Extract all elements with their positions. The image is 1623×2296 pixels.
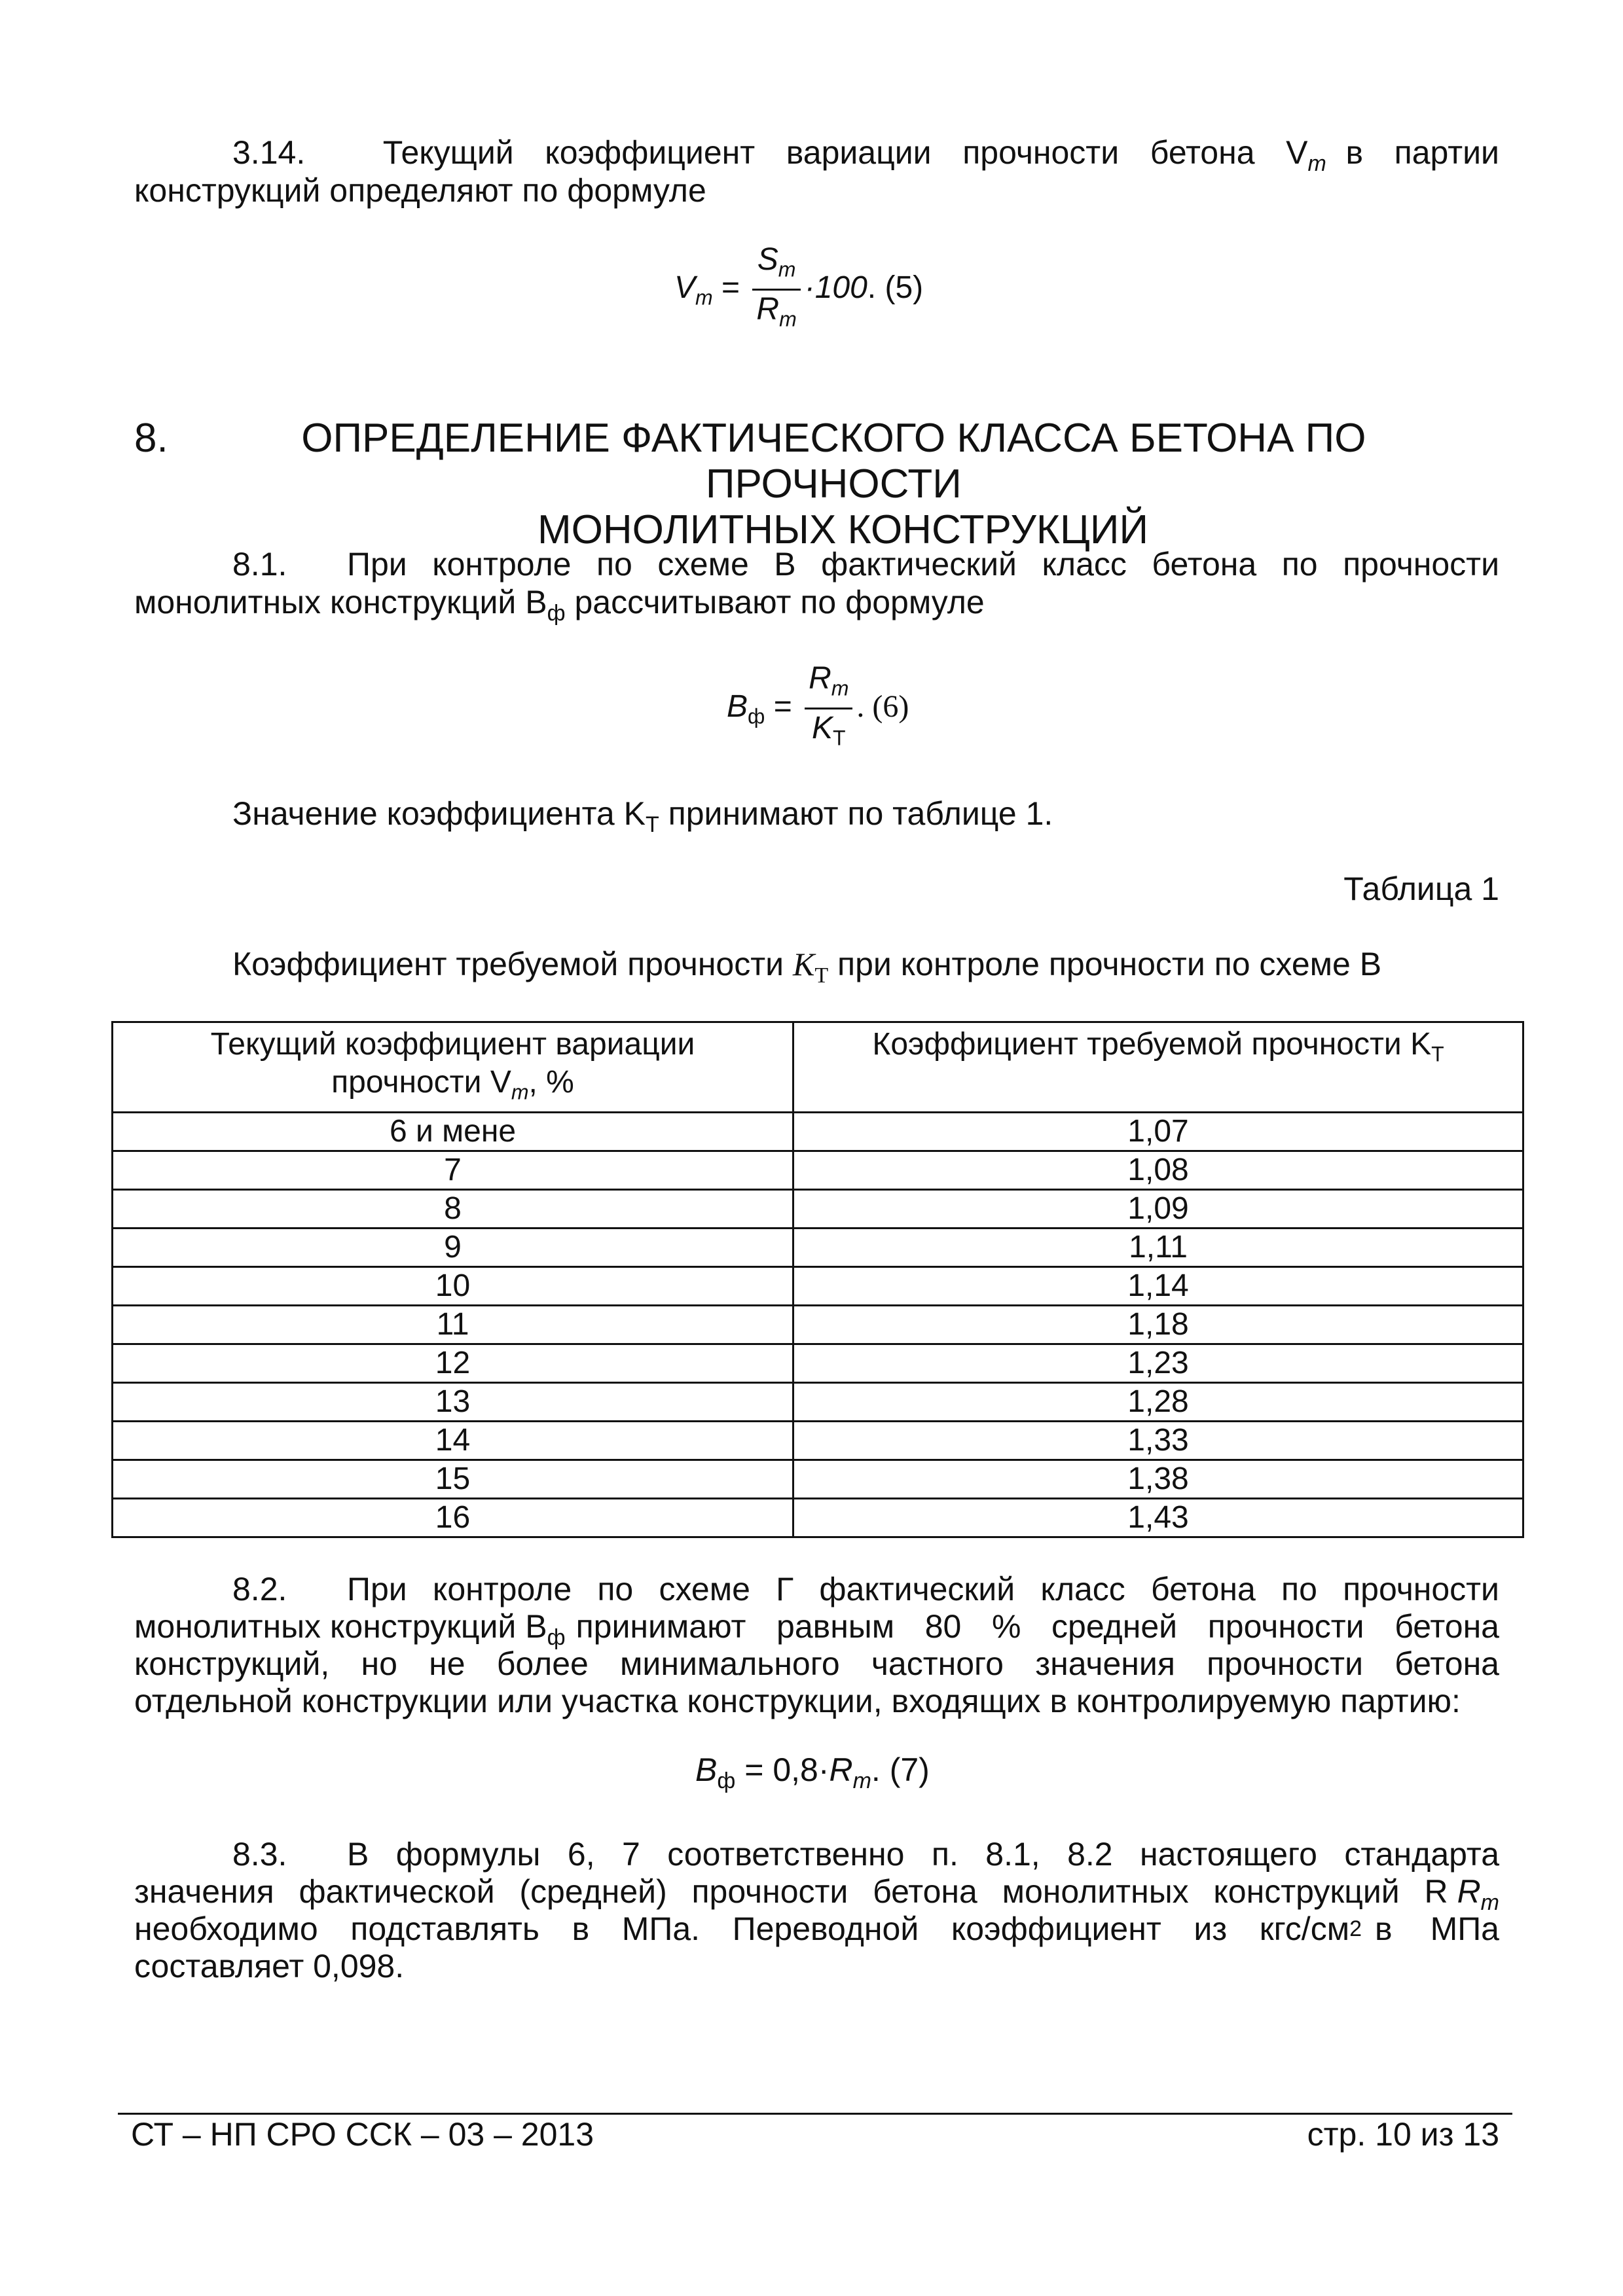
formula-7 <box>695 1751 930 1794</box>
para-number: 8.3. <box>232 1836 287 1873</box>
cell-variation: 9 <box>113 1228 793 1266</box>
formula-sub: ф <box>748 704 765 728</box>
para-number: 3.14. <box>232 134 306 171</box>
numerator-sub: m <box>831 676 849 700</box>
para-text: При контроле по схеме Г фактический класс бетона по прочности <box>347 1571 1499 1607</box>
table-row <box>113 1421 1523 1460</box>
para-8-2-line3: конструкций, но не более минимального частного значения прочности бетона <box>134 1645 1499 1682</box>
para-text: необходимо подставлять в МПа. Переводной коэффициент из кгс/см <box>134 1910 1350 1947</box>
para-8-1-line2 <box>134 584 1499 632</box>
cell-variation: 8 <box>113 1189 793 1228</box>
sub-m: m <box>1480 1890 1499 1915</box>
table-row <box>113 1112 1523 1151</box>
cell-variation: 10 <box>113 1266 793 1305</box>
sub-f: ф <box>547 1625 566 1650</box>
para-number: 8.1. <box>232 546 287 583</box>
header-cell-variation <box>113 1022 793 1113</box>
formula-label: . (7) <box>871 1751 930 1788</box>
section-heading <box>134 416 1499 553</box>
cell-variation: 14 <box>113 1421 793 1460</box>
sub-m: m <box>1307 151 1326 176</box>
denominator-sub: m <box>779 307 797 331</box>
header-text: Коэффициент требуемой прочности K <box>872 1027 1432 1062</box>
para-text: При контроле по схеме В фактический класс бетона по прочности <box>347 546 1499 583</box>
formula-sub: ф <box>717 1768 736 1793</box>
footer-page-number: стр. 10 из 13 <box>1307 2116 1499 2153</box>
table-row <box>113 1151 1523 1189</box>
numerator-sub: m <box>778 257 796 281</box>
kt-note <box>232 795 1053 844</box>
heading-text1: ОПРЕДЕЛЕНИЕ ФАКТИЧЕСКОГО КЛАССА БЕТОНА ПО ПРОЧНОСТИ <box>301 416 1366 507</box>
table-row <box>113 1344 1523 1382</box>
para-text: монолитных конструкций B <box>134 584 547 620</box>
table-label: Таблица 1 <box>1343 870 1499 907</box>
table-row <box>113 1228 1523 1266</box>
header-line1: Текущий коэффициент вариации <box>210 1027 695 1062</box>
para-8-3-line1 <box>134 1836 1499 1873</box>
para-8-2-line4: отдельной конструкции или участка конструкции, входящих в контролируемую партию: <box>134 1683 1461 1719</box>
para-8-3-line4: составляет 0,098. <box>134 1948 405 1984</box>
note-text-end: принимают по таблице 1. <box>659 795 1053 832</box>
caption-k: K <box>792 946 815 982</box>
para-text-end: рассчитывают по формуле <box>565 584 985 620</box>
table-header-row <box>113 1022 1523 1113</box>
heading-line1 <box>134 416 1499 507</box>
para-3-14-line2 <box>134 172 1499 209</box>
para-text-end: принимают равным 80 % средней прочности бетона <box>575 1608 1499 1645</box>
cell-variation: 6 и мене <box>113 1112 793 1151</box>
cell-coefficient: 1,09 <box>793 1189 1523 1228</box>
cell-coefficient: 1,08 <box>793 1151 1523 1189</box>
heading-number: 8. <box>134 416 168 461</box>
cell-coefficient: 1,14 <box>793 1266 1523 1305</box>
header-line2 <box>113 1064 792 1111</box>
cell-variation: 12 <box>113 1344 793 1382</box>
formula-r-sub: m <box>852 1768 871 1793</box>
para-8-1-line1 <box>134 546 1499 583</box>
caption-text: Коэффициент требуемой прочности <box>232 946 793 982</box>
header-text: прочности V <box>331 1065 511 1100</box>
para-symbol: $R_m$ <box>1457 1873 1499 1915</box>
cell-variation: 16 <box>113 1498 793 1537</box>
cell-coefficient: 1,28 <box>793 1382 1523 1421</box>
denominator-sub: Т <box>832 726 846 750</box>
caption-sub: Т <box>814 963 829 988</box>
cell-coefficient: 1,33 <box>793 1421 1523 1460</box>
formula-6 <box>727 661 909 755</box>
table-row <box>113 1382 1523 1421</box>
table-row <box>113 1266 1523 1305</box>
numerator: R <box>809 661 831 696</box>
cell-variation: 13 <box>113 1382 793 1421</box>
sub-f: ф <box>547 601 566 626</box>
table-row <box>113 1189 1523 1228</box>
cell-variation: 7 <box>113 1151 793 1189</box>
cell-coefficient: 1,23 <box>793 1344 1523 1382</box>
para-text-end: в партии <box>1345 134 1499 171</box>
formula-r: R <box>829 1751 853 1788</box>
note-text: Значение коэффициента K <box>232 795 646 832</box>
table-row <box>113 1460 1523 1498</box>
coefficient-table <box>111 1021 1524 1538</box>
formula-mid: = 0,8· <box>735 1751 830 1788</box>
cell-coefficient: 1,18 <box>793 1305 1523 1344</box>
formula-symbol: B <box>695 1751 718 1788</box>
para-text: Текущий коэффициент вариации прочности бетона V <box>382 134 1308 171</box>
cell-coefficient: 1,43 <box>793 1498 1523 1537</box>
superscript: 2 <box>1349 1916 1362 1941</box>
formula-5 <box>674 242 923 336</box>
formula-eq: = <box>721 270 740 305</box>
header-sub: Т <box>1431 1042 1444 1066</box>
cell-coefficient: 1,07 <box>793 1112 1523 1151</box>
formula-label: . (6) <box>856 689 909 724</box>
para-number: 8.2. <box>232 1571 287 1607</box>
formula-tail: ·100 <box>804 270 867 305</box>
formula-label: . (5) <box>867 270 924 305</box>
header-text-end: , % <box>528 1065 574 1100</box>
header-cell-coefficient <box>793 1022 1523 1113</box>
numerator: S <box>757 242 778 277</box>
denominator: R <box>756 291 780 327</box>
para-text: конструкций определяют по формуле <box>134 172 706 209</box>
para-8-3-line3 <box>134 1910 1499 1948</box>
footer-document-code: СТ – НП СРО ССК – 03 – 2013 <box>131 2116 594 2153</box>
denominator: K <box>811 710 833 745</box>
footer-divider <box>118 2113 1512 2115</box>
cell-variation: 11 <box>113 1305 793 1344</box>
fraction <box>752 242 800 336</box>
para-text: монолитных конструкций B <box>134 1608 547 1645</box>
formula-symbol: B <box>727 689 748 724</box>
fraction <box>805 661 852 755</box>
header-sub: m <box>511 1080 529 1104</box>
caption-text-end: при контроле прочности по схеме В <box>828 946 1382 982</box>
formula-symbol: V <box>674 270 696 305</box>
para-text: В формулы 6, 7 соответственно п. 8.1, 8.2 настоящего стандарта <box>347 1836 1499 1873</box>
table-row <box>113 1498 1523 1537</box>
cell-coefficient: 1,11 <box>793 1228 1523 1266</box>
table-caption <box>232 946 1381 994</box>
para-text-end: в МПа <box>1375 1910 1499 1947</box>
para-8-2-line1 <box>134 1571 1499 1608</box>
note-sub: Т <box>645 812 659 837</box>
table-row <box>113 1305 1523 1344</box>
para-text: значения фактической (средней) прочности бетона монолитных конструкций R <box>134 1873 1448 1910</box>
heading-line2: МОНОЛИТНЫХ КОНСТРУКЦИЙ <box>537 507 1149 552</box>
cell-coefficient: 1,38 <box>793 1460 1523 1498</box>
formula-eq: = <box>773 689 792 724</box>
cell-variation: 15 <box>113 1460 793 1498</box>
formula-sub: m <box>695 285 713 310</box>
